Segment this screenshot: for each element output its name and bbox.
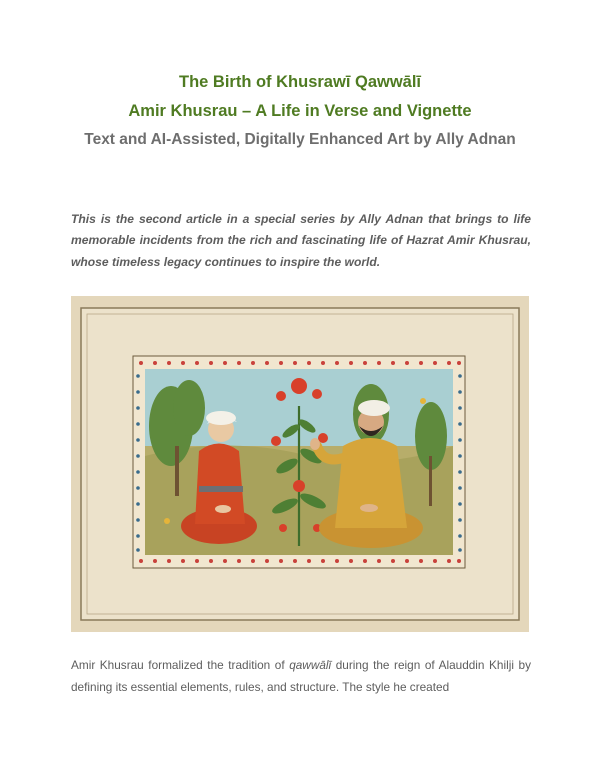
intro-paragraph: This is the second article in a special series by Ally Adnan that brings to life memorable incidents from the rich and fascinating life of Hazrat Amir Khusrau, whose timeless legacy continues to inspire the world.	[71, 212, 531, 269]
body-paragraph	[71, 655, 531, 698]
article-title: The Birth of Khusrawī Qawwālī	[178, 73, 422, 91]
body-emphasis: qawwālī	[289, 658, 332, 672]
body-text-start: Amir Khusrau formalized the tradition of	[71, 658, 290, 672]
byline: Text and AI-Assisted, Digitally Enhanced Art by Ally Adnan	[84, 131, 516, 148]
series-title: Amir Khusrau – A Life in Verse and Vignette	[128, 102, 472, 120]
miniature-painting-image	[71, 296, 529, 632]
body-text-end: during the reign of Alauddin Khilji by defining its essential elements, rules, and structure. The style he created	[71, 658, 531, 694]
